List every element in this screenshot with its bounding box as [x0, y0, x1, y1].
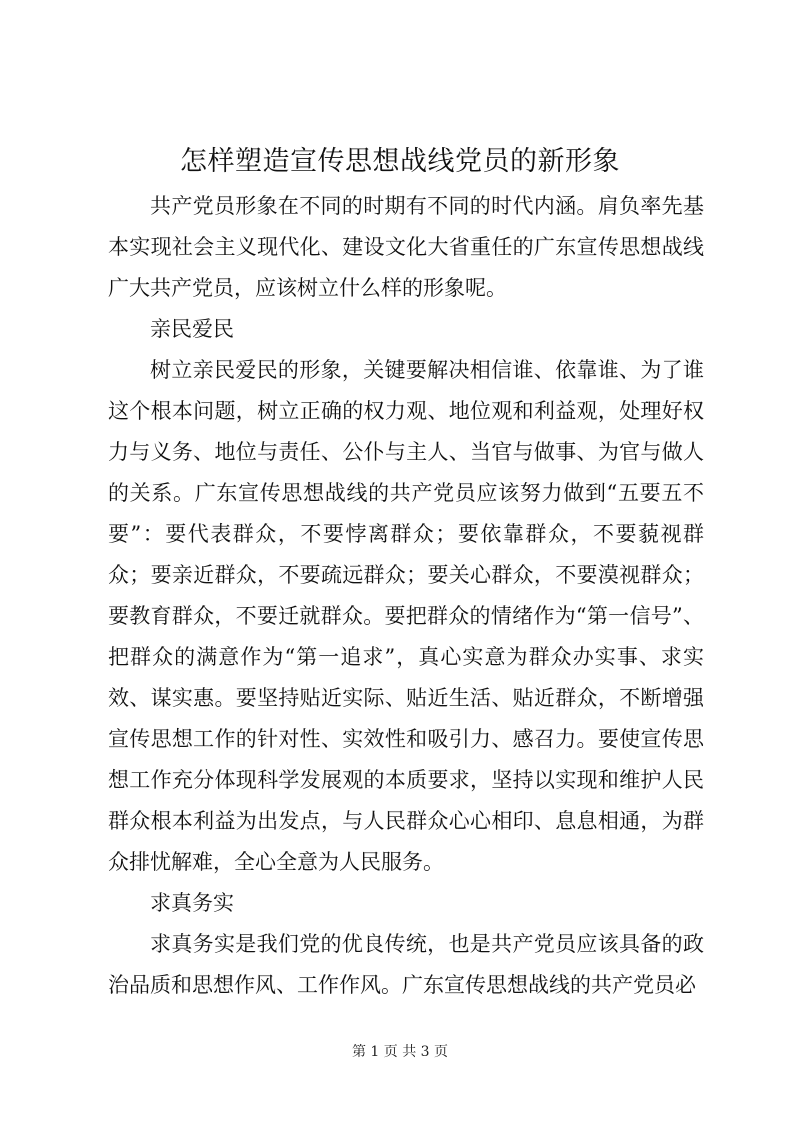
section-heading-seek-truth: 求真务实 [150, 891, 234, 915]
intro-paragraph: 共产党员形象在不同的时期有不同的时代内涵。肩负率先基本实现社会主义现代化、建设文化大省重任的广东宣传思想战线广大共产党员，应该树立什么样的形象呢。 [108, 194, 704, 300]
body-paragraph-seek-truth: 求真务实是我们党的优良传统，也是共产党员应该具备的政治品质和思想作风、工作作风。广东宣传思想战线的共产党员必 [108, 932, 704, 997]
page-number-footer: 第 1 页 共 3 页 [351, 1044, 449, 1060]
section-heading-close-to-people: 亲民爱民 [150, 317, 234, 341]
document-body [108, 186, 704, 1006]
body-paragraph-close-to-people: 树立亲民爱民的形象，关键要解决相信谁、依靠谁、为了谁这个根本问题，树立正确的权力观、地位观和利益观，处理好权力与义务、地位与责任、公仆与主人、当官与做事、为官与做人的关系。广东宣传思想战线的共产党员应该努力做到“五要五不要”：要代表群众，不要悖离群众；要依靠群众，不要藐视群众；要亲近群众，不要疏远群众；要关心群众，不要漠视群众；要教育群众，不要迁就群众。要把群众的情绪作为“第一信号”、把群众的满意作为“第一追求”，真心实意为群众办实事、求实效、谋实惠。要坚持贴近实际、贴近生活、贴近群众，不断增强宣传思想工作的针对性、实效性和吸引力、感召力。要使宣传思想工作充分体现科学发展观的本质要求，坚持以实现和维护人民群众根本利益为出发点，与人民群众心心相印、息息相通，为群众排忧解难，全心全意为人民服务。 [108, 358, 704, 874]
document-title: 怎样塑造宣传思想战线党员的新形象 [180, 146, 620, 177]
